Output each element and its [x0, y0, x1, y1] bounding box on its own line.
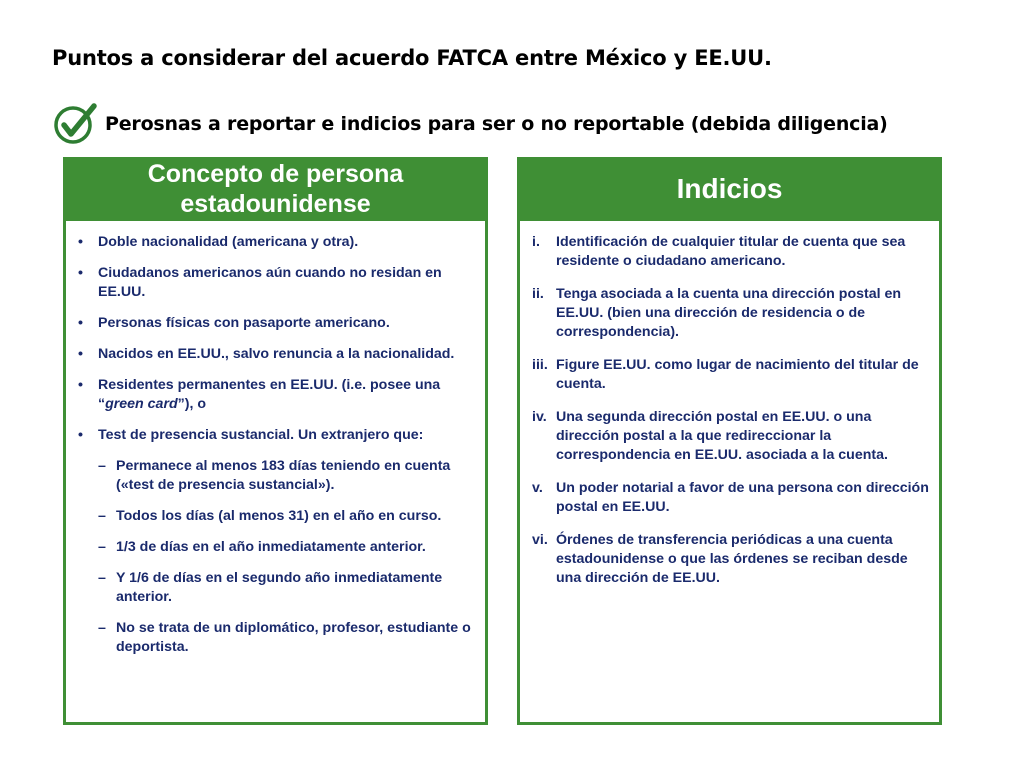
item-text: Tenga asociada a la cuenta una dirección postal en EE.UU. (bien una dirección de residencia o de correspondencia). [556, 286, 902, 340]
list-item [528, 285, 933, 342]
subtitle-row [53, 103, 888, 145]
item-text: Un poder notarial a favor de una persona con dirección postal en EE.UU. [556, 480, 929, 515]
us-person-panel-body [66, 221, 485, 722]
us-person-header-line1: Concepto de persona [147, 160, 404, 188]
slide-subtitle: Perosnas a reportar e indicios para ser o no reportable (debida diligencia) [105, 113, 888, 135]
green-card-text-before: Residentes permanentes en EE.UU. (i.e. posee una “ [98, 377, 441, 412]
item-number: iv. [532, 409, 547, 425]
slide-title: Puntos a considerar del acuerdo FATCA entre México y EE.UU. [52, 46, 772, 70]
item-text: Identificación de cualquier titular de cuenta que sea residente o ciudadano americano. [556, 234, 906, 269]
substantial-presence-text: Test de presencia sustancial. Un extranjero que: [98, 427, 424, 443]
sub-list-item: – Permanece al menos 183 días teniendo en cuenta («test de presencia sustancial»). [98, 457, 479, 495]
item-number: i. [532, 234, 540, 250]
sub-list-item: – Todos los días (al menos 31) en el año en curso. [98, 507, 479, 526]
us-person-panel [63, 157, 488, 725]
green-card-term: green card [105, 396, 178, 412]
list-item [528, 408, 933, 465]
list-item-substantial-presence [74, 426, 479, 657]
green-card-text-after: ”), o [177, 396, 207, 412]
item-text: Una segunda dirección postal en EE.UU. o una dirección postal a la que redireccionar la correspondencia en EE.UU. asociada a la cuenta. [556, 409, 888, 463]
list-item [528, 233, 933, 271]
indicia-panel-body [520, 221, 939, 722]
list-item [528, 531, 933, 588]
us-person-panel-header [63, 157, 488, 221]
list-item-green-card [74, 376, 479, 414]
list-item: • Personas físicas con pasaporte americano. [74, 314, 479, 333]
item-number: iii. [532, 357, 548, 373]
us-person-header-line2: estadounidense [180, 190, 371, 218]
checkmark-icon [53, 103, 97, 145]
indicia-panel-header: Indicios [676, 173, 783, 204]
indicia-panel [517, 157, 942, 725]
sub-list-item: – 1/3 de días en el año inmediatamente anterior. [98, 538, 479, 557]
item-text: Figure EE.UU. como lugar de nacimiento del titular de cuenta. [556, 357, 919, 392]
item-number: ii. [532, 286, 544, 302]
list-item: • Nacidos en EE.UU., salvo renuncia a la nacionalidad. [74, 345, 479, 364]
substantial-presence-sublist [98, 457, 479, 657]
list-item [528, 479, 933, 517]
item-number: vi. [532, 532, 548, 548]
list-item: • Doble nacionalidad (americana y otra). [74, 233, 479, 252]
sub-list-item: – Y 1/6 de días en el segundo año inmediatamente anterior. [98, 569, 479, 607]
list-item: • Ciudadanos americanos aún cuando no residan en EE.UU. [74, 264, 479, 302]
item-text: Órdenes de transferencia periódicas a una cuenta estadounidense o que las órdenes se reciban desde una dirección de EE.UU. [556, 532, 908, 586]
us-person-list [74, 233, 479, 657]
indicia-list [528, 233, 933, 588]
list-item [528, 356, 933, 394]
item-number: v. [532, 480, 543, 496]
sub-list-item: – No se trata de un diplomático, profesor, estudiante o deportista. [98, 619, 479, 657]
